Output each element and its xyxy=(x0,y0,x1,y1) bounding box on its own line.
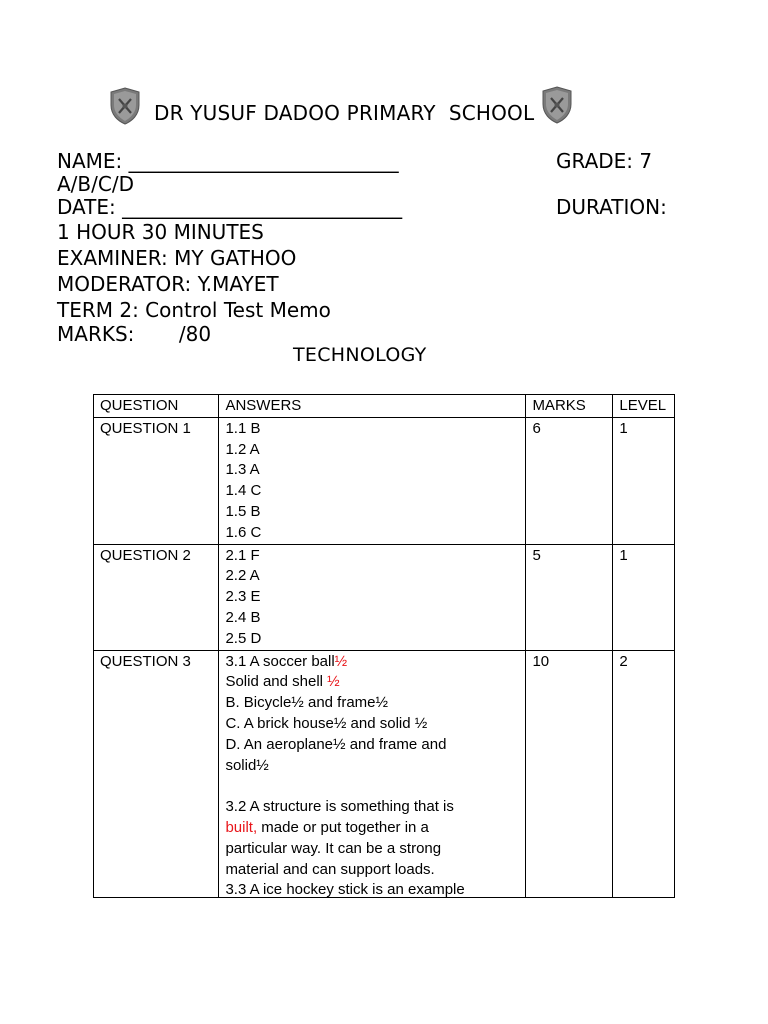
answer-line: particular way. It can be a strong xyxy=(225,839,442,857)
answer-line: 2.2 A xyxy=(225,567,260,585)
school-crest-icon xyxy=(541,86,573,124)
answer-line: material and can support loads. xyxy=(225,860,435,878)
answer-line: solid½ xyxy=(225,756,269,774)
answer-line: 1.4 C xyxy=(225,482,262,500)
marks-value: 10 xyxy=(526,650,613,897)
school-crest-icon xyxy=(109,87,141,125)
term-field: TERM 2: Control Test Memo xyxy=(57,298,331,322)
examiner-field: EXAMINER: MY GATHOO xyxy=(57,246,297,270)
answer-line: 1.3 A xyxy=(225,461,260,479)
level-value: 1 xyxy=(613,544,675,650)
header-level: LEVEL xyxy=(613,395,675,418)
answer-line: C. A brick house½ and solid ½ xyxy=(225,714,428,732)
memo-table xyxy=(93,394,675,898)
answer-line: Solid and shell ½ xyxy=(225,673,340,691)
header-marks: MARKS xyxy=(526,395,613,418)
school-name: DR YUSUF DADOO PRIMARY SCHOOL xyxy=(154,101,535,125)
name-field: NAME: ___________________________ xyxy=(57,149,399,173)
moderator-field: MODERATOR: Y.MAYET xyxy=(57,272,279,296)
subject-title: TECHNOLOGY xyxy=(293,344,427,366)
answer-line: 2.3 E xyxy=(225,588,261,606)
duration-value: 1 HOUR 30 MINUTES xyxy=(57,220,264,244)
answer-line: D. An aeroplane½ and frame and xyxy=(225,735,447,753)
answer-line: B. Bicycle½ and frame½ xyxy=(225,694,389,712)
table-row xyxy=(94,417,675,544)
table-header-row xyxy=(94,395,675,418)
header-answers: ANSWERS xyxy=(219,395,526,418)
level-value: 1 xyxy=(613,417,675,544)
date-field: DATE: ____________________________ xyxy=(57,195,403,219)
question-label: QUESTION 2 xyxy=(94,544,219,650)
answer-line: 3.3 A ice hockey stick is an example xyxy=(225,881,465,897)
answer-line: 1.2 A xyxy=(225,440,260,458)
answer-line: 3.2 A structure is something that is xyxy=(225,798,454,816)
answers-cell xyxy=(219,417,526,544)
question-label: QUESTION 1 xyxy=(94,417,219,544)
level-value: 2 xyxy=(613,650,675,897)
answer-line: 2.5 D xyxy=(225,629,262,647)
answer-line: 3.1 A soccer ball½ xyxy=(225,652,348,670)
spacer xyxy=(225,776,519,797)
answers-cell xyxy=(219,544,526,650)
answer-line: 1.6 C xyxy=(225,523,262,541)
table-row xyxy=(94,544,675,650)
answer-line: 2.4 B xyxy=(225,608,261,626)
marks-field: MARKS: /80 xyxy=(57,322,212,346)
marks-value: 6 xyxy=(526,417,613,544)
grade-classes: A/B/C/D xyxy=(57,172,134,196)
duration-label: DURATION: xyxy=(556,195,667,219)
header-question: QUESTION xyxy=(94,395,219,418)
answer-line: 1.5 B xyxy=(225,502,261,520)
table-row xyxy=(94,650,675,897)
marks-value: 5 xyxy=(526,544,613,650)
answers-cell xyxy=(219,650,526,897)
answer-line: 1.1 B xyxy=(225,419,261,437)
answer-line: built, made or put together in a xyxy=(225,818,429,836)
question-label: QUESTION 3 xyxy=(94,650,219,897)
answer-line: 2.1 F xyxy=(225,546,260,564)
grade-field: GRADE: 7 xyxy=(556,149,653,173)
